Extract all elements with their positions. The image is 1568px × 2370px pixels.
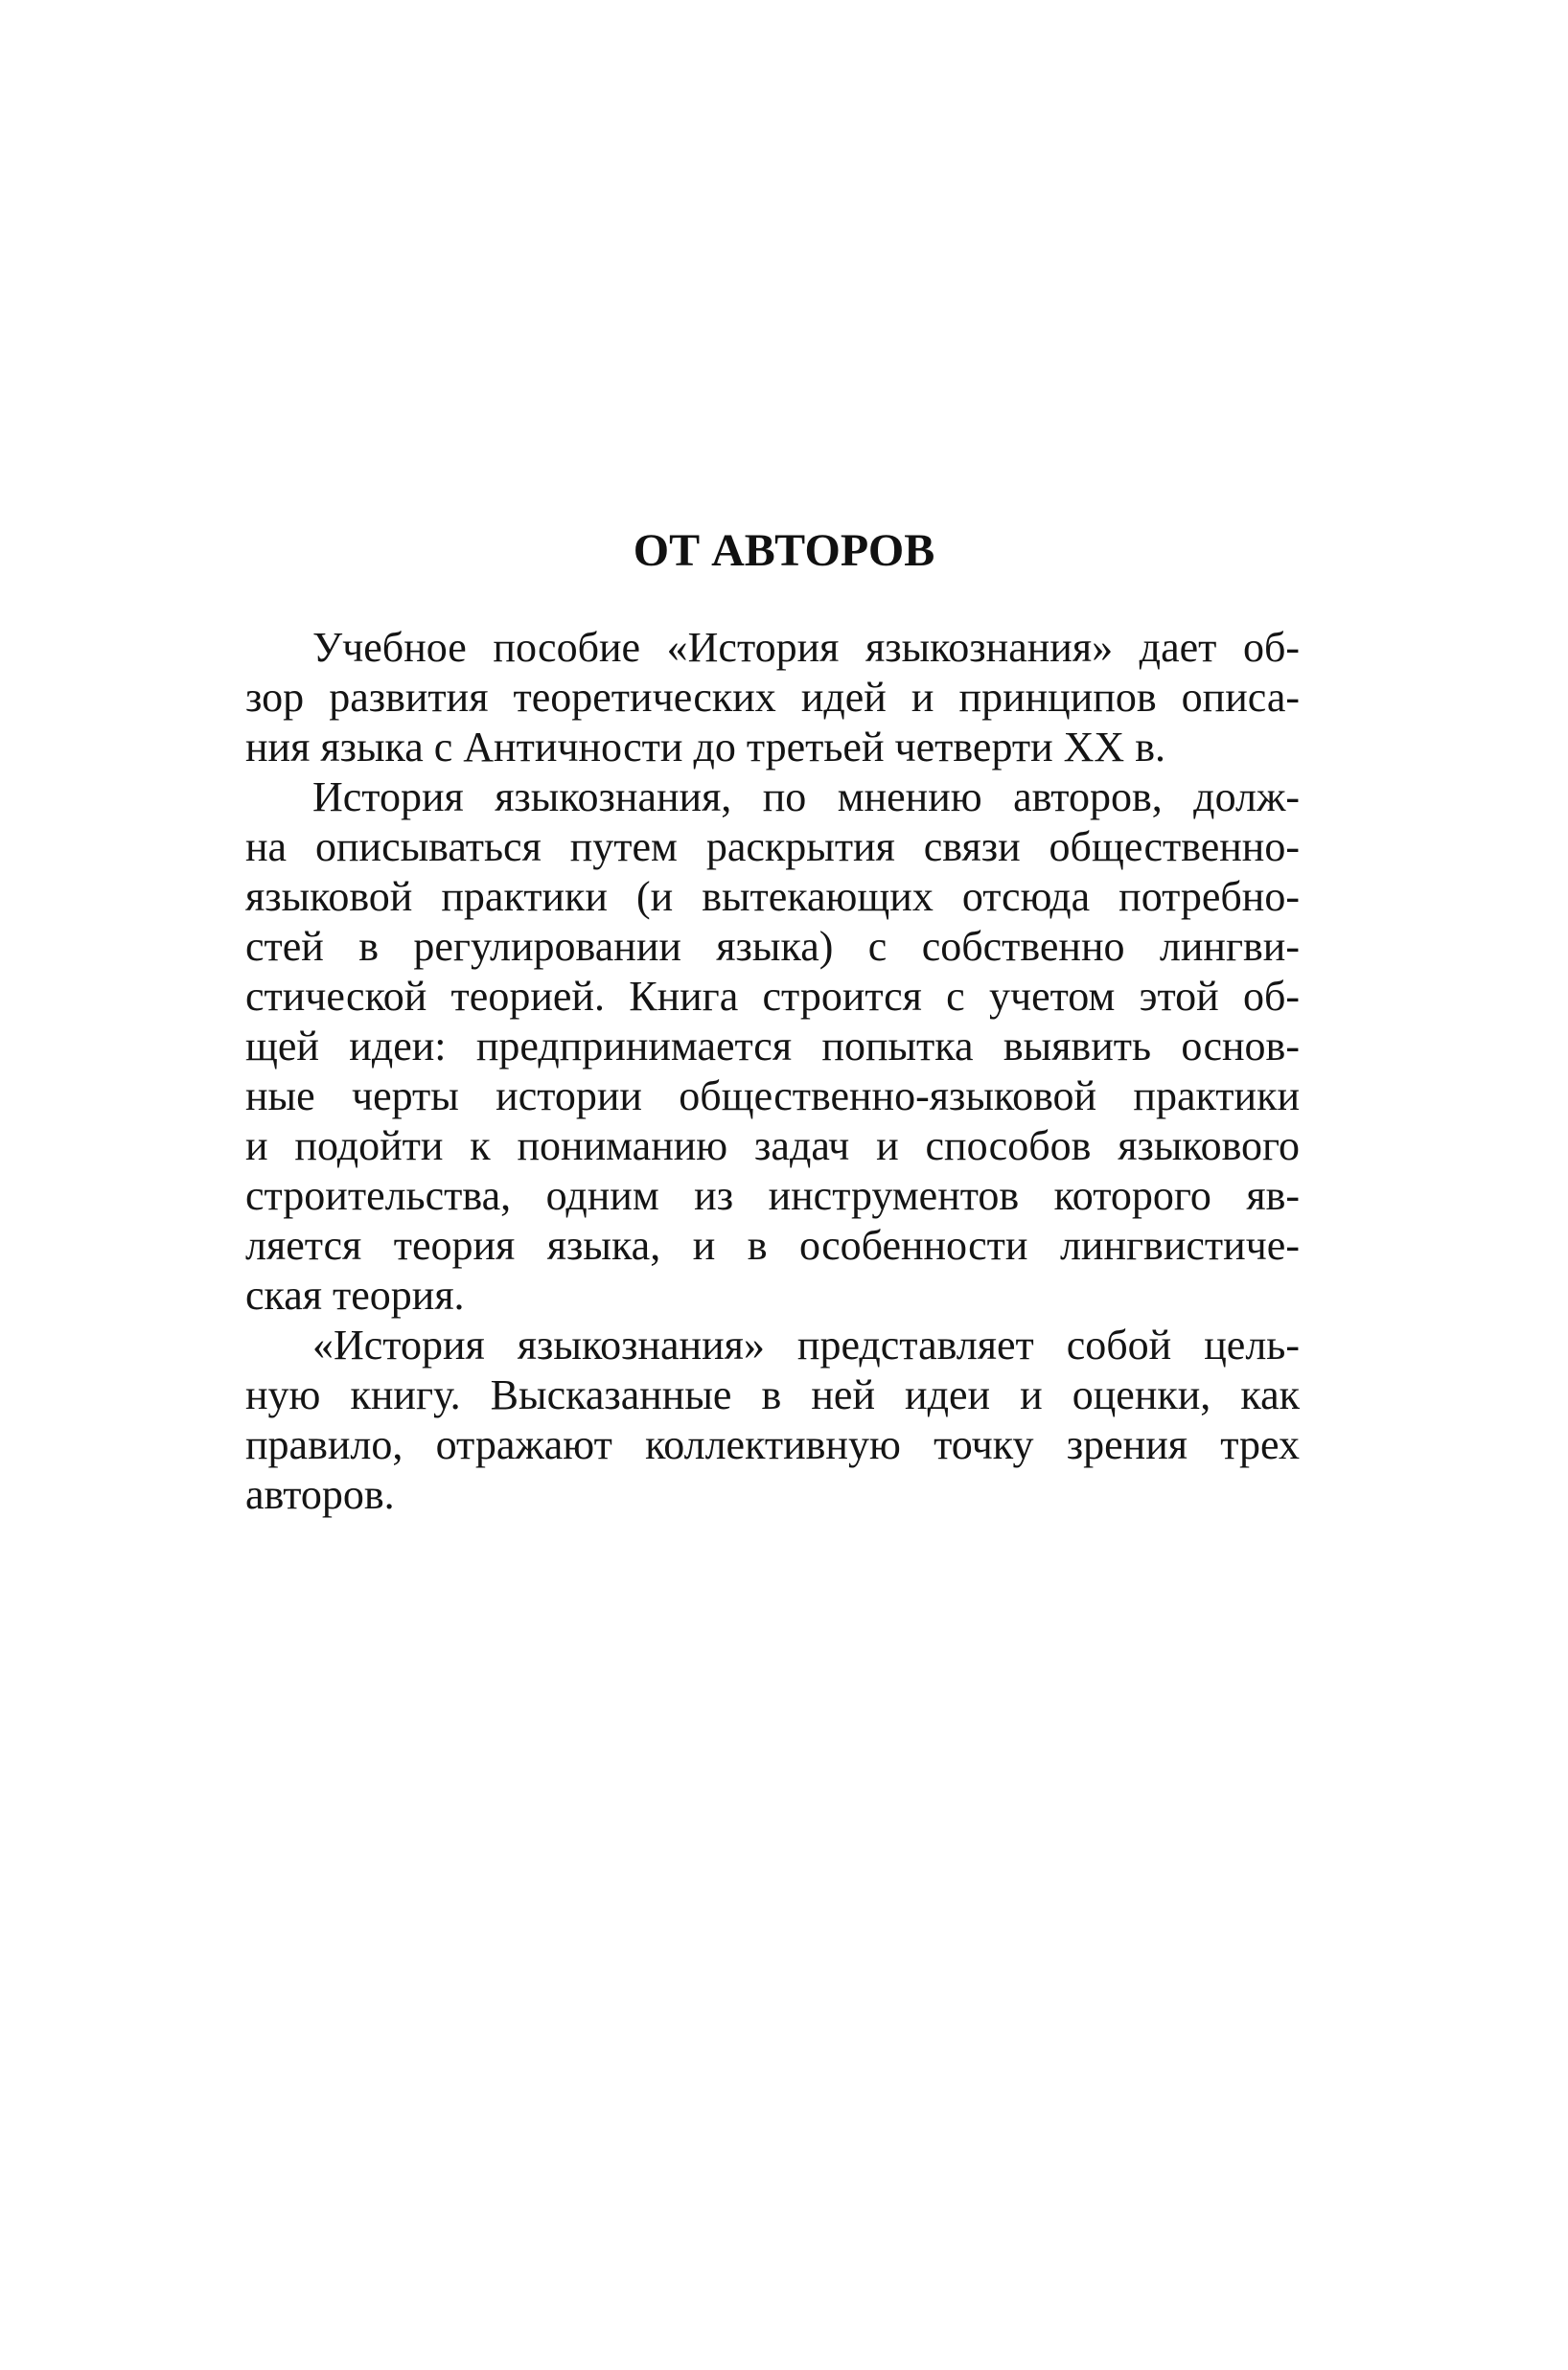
p3-line-1: «История языкознания» представляет собой цель- [312, 1322, 1300, 1369]
p2-line-11: ская теория. [245, 1272, 465, 1319]
p1-line-2: зор развития теоретических идей и принципов описа- [245, 674, 1300, 721]
p2-line-9: строительства, одним из инструментов которого яв- [245, 1172, 1300, 1219]
p3-line-3: правило, отражают коллективную точку зрения трех [245, 1421, 1300, 1468]
p2-line-10: ляется теория языка, и в особенности лингвистиче- [245, 1222, 1300, 1269]
p2-line-8: и подойти к пониманию задач и способов языкового [245, 1122, 1300, 1169]
p2-line-1: История языкознания, по мнению авторов, долж- [312, 773, 1300, 820]
page-title: ОТ АВТОРОВ [633, 525, 935, 576]
p3-line-2: ную книгу. Высказанные в ней идеи и оценки, как [245, 1371, 1300, 1418]
p2-line-6: щей идеи: предпринимается попытка выявить основ- [245, 1023, 1300, 1070]
p1-line-1: Учебное пособие «История языкознания» дает об- [312, 624, 1300, 671]
p3-line-4: авторов. [245, 1471, 395, 1518]
p1-line-3: ния языка с Античности до третьей четверти XX в. [245, 724, 1165, 771]
p2-line-3: языковой практики (и вытекающих отсюда потребно- [245, 873, 1300, 920]
p2-line-2: на описываться путем раскрытия связи общественно- [245, 823, 1300, 870]
p2-line-4: стей в регулировании языка) с собственно лингви- [245, 923, 1300, 970]
p2-line-7: ные черты истории общественно-языковой практики [245, 1072, 1300, 1119]
p2-line-5: стической теорией. Книга строится с учетом этой об- [245, 973, 1300, 1020]
